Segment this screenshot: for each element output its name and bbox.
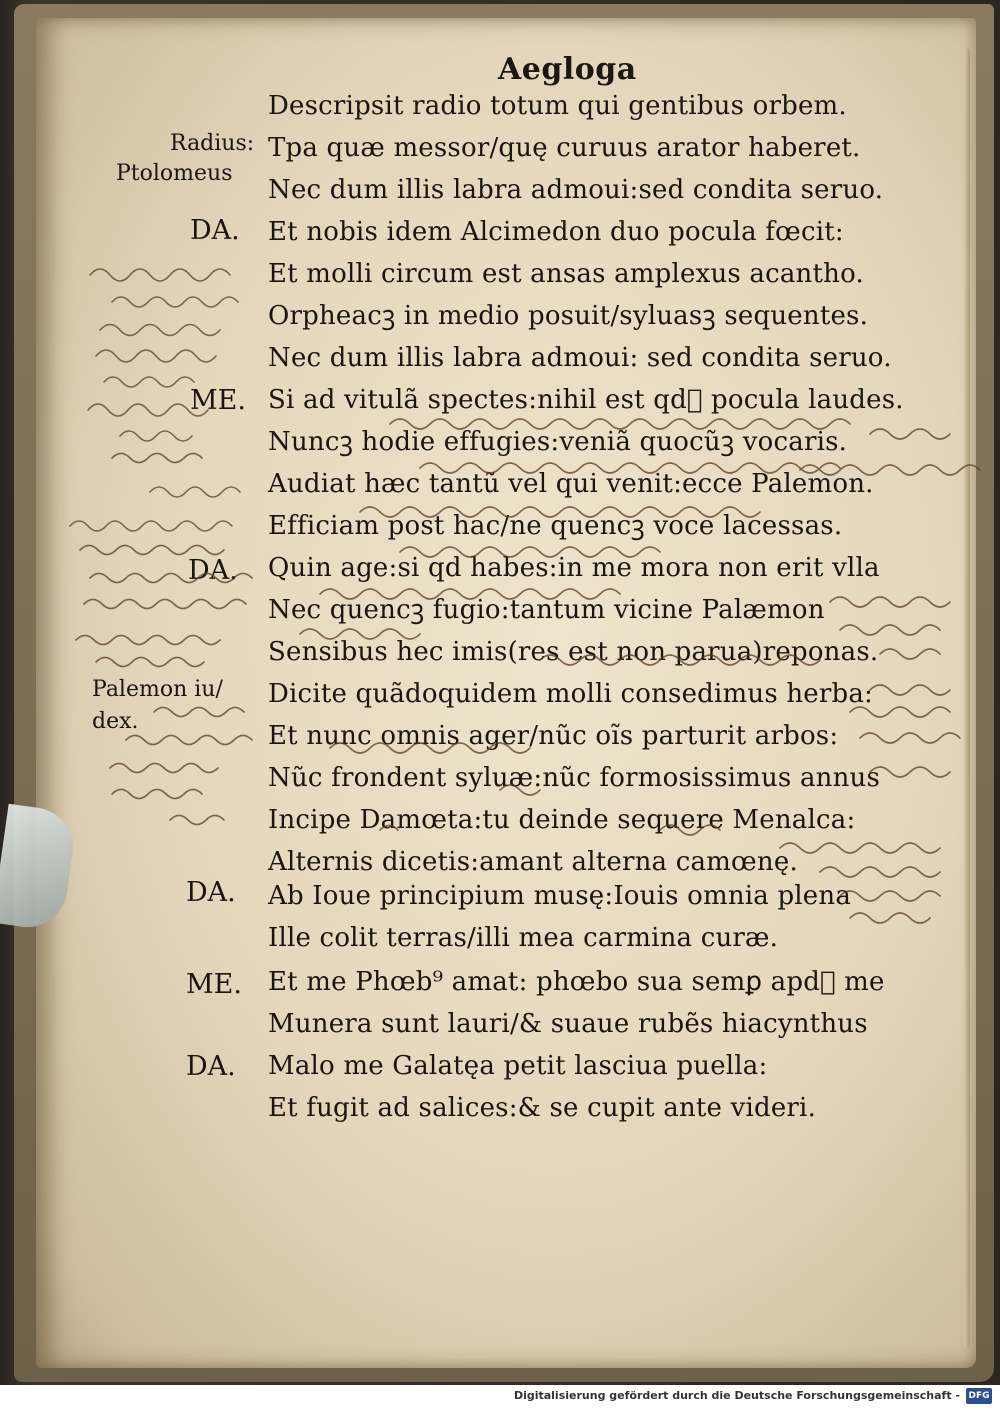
verse-line: Malo me Galatęa petit lasciua puella: <box>268 1051 768 1081</box>
verse-line: Incipe Damœta:tu deinde sequere Menalca: <box>268 805 856 835</box>
footer-bar <box>0 1385 1000 1410</box>
page-heading: Aegloga <box>498 52 637 87</box>
footer-credit: Digitalisierung gefördert durch die Deutsche Forschungsgemeinschaft - <box>513 1389 960 1402</box>
verse-line: Munera sunt lauri/& suaue rubẽs hiacynthus <box>268 1009 868 1039</box>
verse-line: Tpa quæ messor/quę curuus arator haberet. <box>268 133 861 163</box>
verse-line: Ille colit terras/illi mea carmina curæ. <box>268 923 779 953</box>
marginal-note-palemon: Palemon iu/ <box>92 677 223 702</box>
verse-line: Nuncꝫ hodie effugies:veniã quocũꝫ vocaris. <box>268 427 848 457</box>
page-edge <box>964 48 970 1348</box>
speaker-label: DA. <box>186 1051 236 1082</box>
verse-line: Quin age:si qd habes:in me mora non erit vlla <box>268 553 880 583</box>
verse-line: Ab Ioue principium musę:Iouis omnia plena <box>268 881 852 911</box>
speaker-label: DA. <box>190 215 240 246</box>
verse-line: Audiat hæc tantũ vel qui venit:ecce Palemon. <box>268 469 874 499</box>
verse-line: Et nobis idem Alcimedon duo pocula fœcit: <box>268 217 844 247</box>
verse-line: Et fugit ad salices:& se cupit ante videri. <box>268 1093 817 1123</box>
verse-line: Nec dum illis labra admoui:sed condita seruo. <box>268 175 884 205</box>
verse-line: Nec quencꝫ fugio:tantum vicine Palæmon <box>268 595 825 625</box>
verse-line: Descripsit radio totum qui gentibus orbem. <box>268 91 847 121</box>
marginal-note-ptolomeus: Ptolomeus <box>116 161 233 186</box>
marginal-note-dex: dex. <box>92 709 139 734</box>
verse-line: Et nunc omnis ager/nũc oĩs parturit arbos: <box>268 721 839 751</box>
verse-line: Si ad vitulã spectes:nihil est qd᷑ pocula laudes. <box>268 385 904 415</box>
speaker-label: ME. <box>186 969 242 1000</box>
marginal-note-radius: Radius: <box>170 131 255 156</box>
verse-line: Sensibus hec imis(res est non parua)reponas. <box>268 637 879 667</box>
speaker-label: ME. <box>190 385 246 416</box>
verse-line: Et molli circum est ansas amplexus acantho. <box>268 259 864 289</box>
verse-line: Nec dum illis labra admoui: sed condita seruo. <box>268 343 892 373</box>
verse-line: Alternis dicetis:amant alterna camœnę. <box>268 847 798 877</box>
verse-line: Et me Phœb⁹ amat: phœbo sua semꝑ apd᷑ me <box>268 967 885 997</box>
verse-line: Dicite quãdoquidem molli consedimus herba: <box>268 679 874 709</box>
dfg-logo-icon: DFG <box>966 1388 992 1404</box>
verse-line: Nũc frondent syluæ:nũc formosissimus annus <box>268 763 881 793</box>
verse-line: Efficiam post hac/ne quencꝫ voce lacessas. <box>268 511 843 541</box>
speaker-label: DA. <box>188 555 238 586</box>
speaker-label: DA. <box>186 877 236 908</box>
verse-line: Orpheacꝫ in medio posuit/syluasꝫ sequentes. <box>268 301 869 331</box>
